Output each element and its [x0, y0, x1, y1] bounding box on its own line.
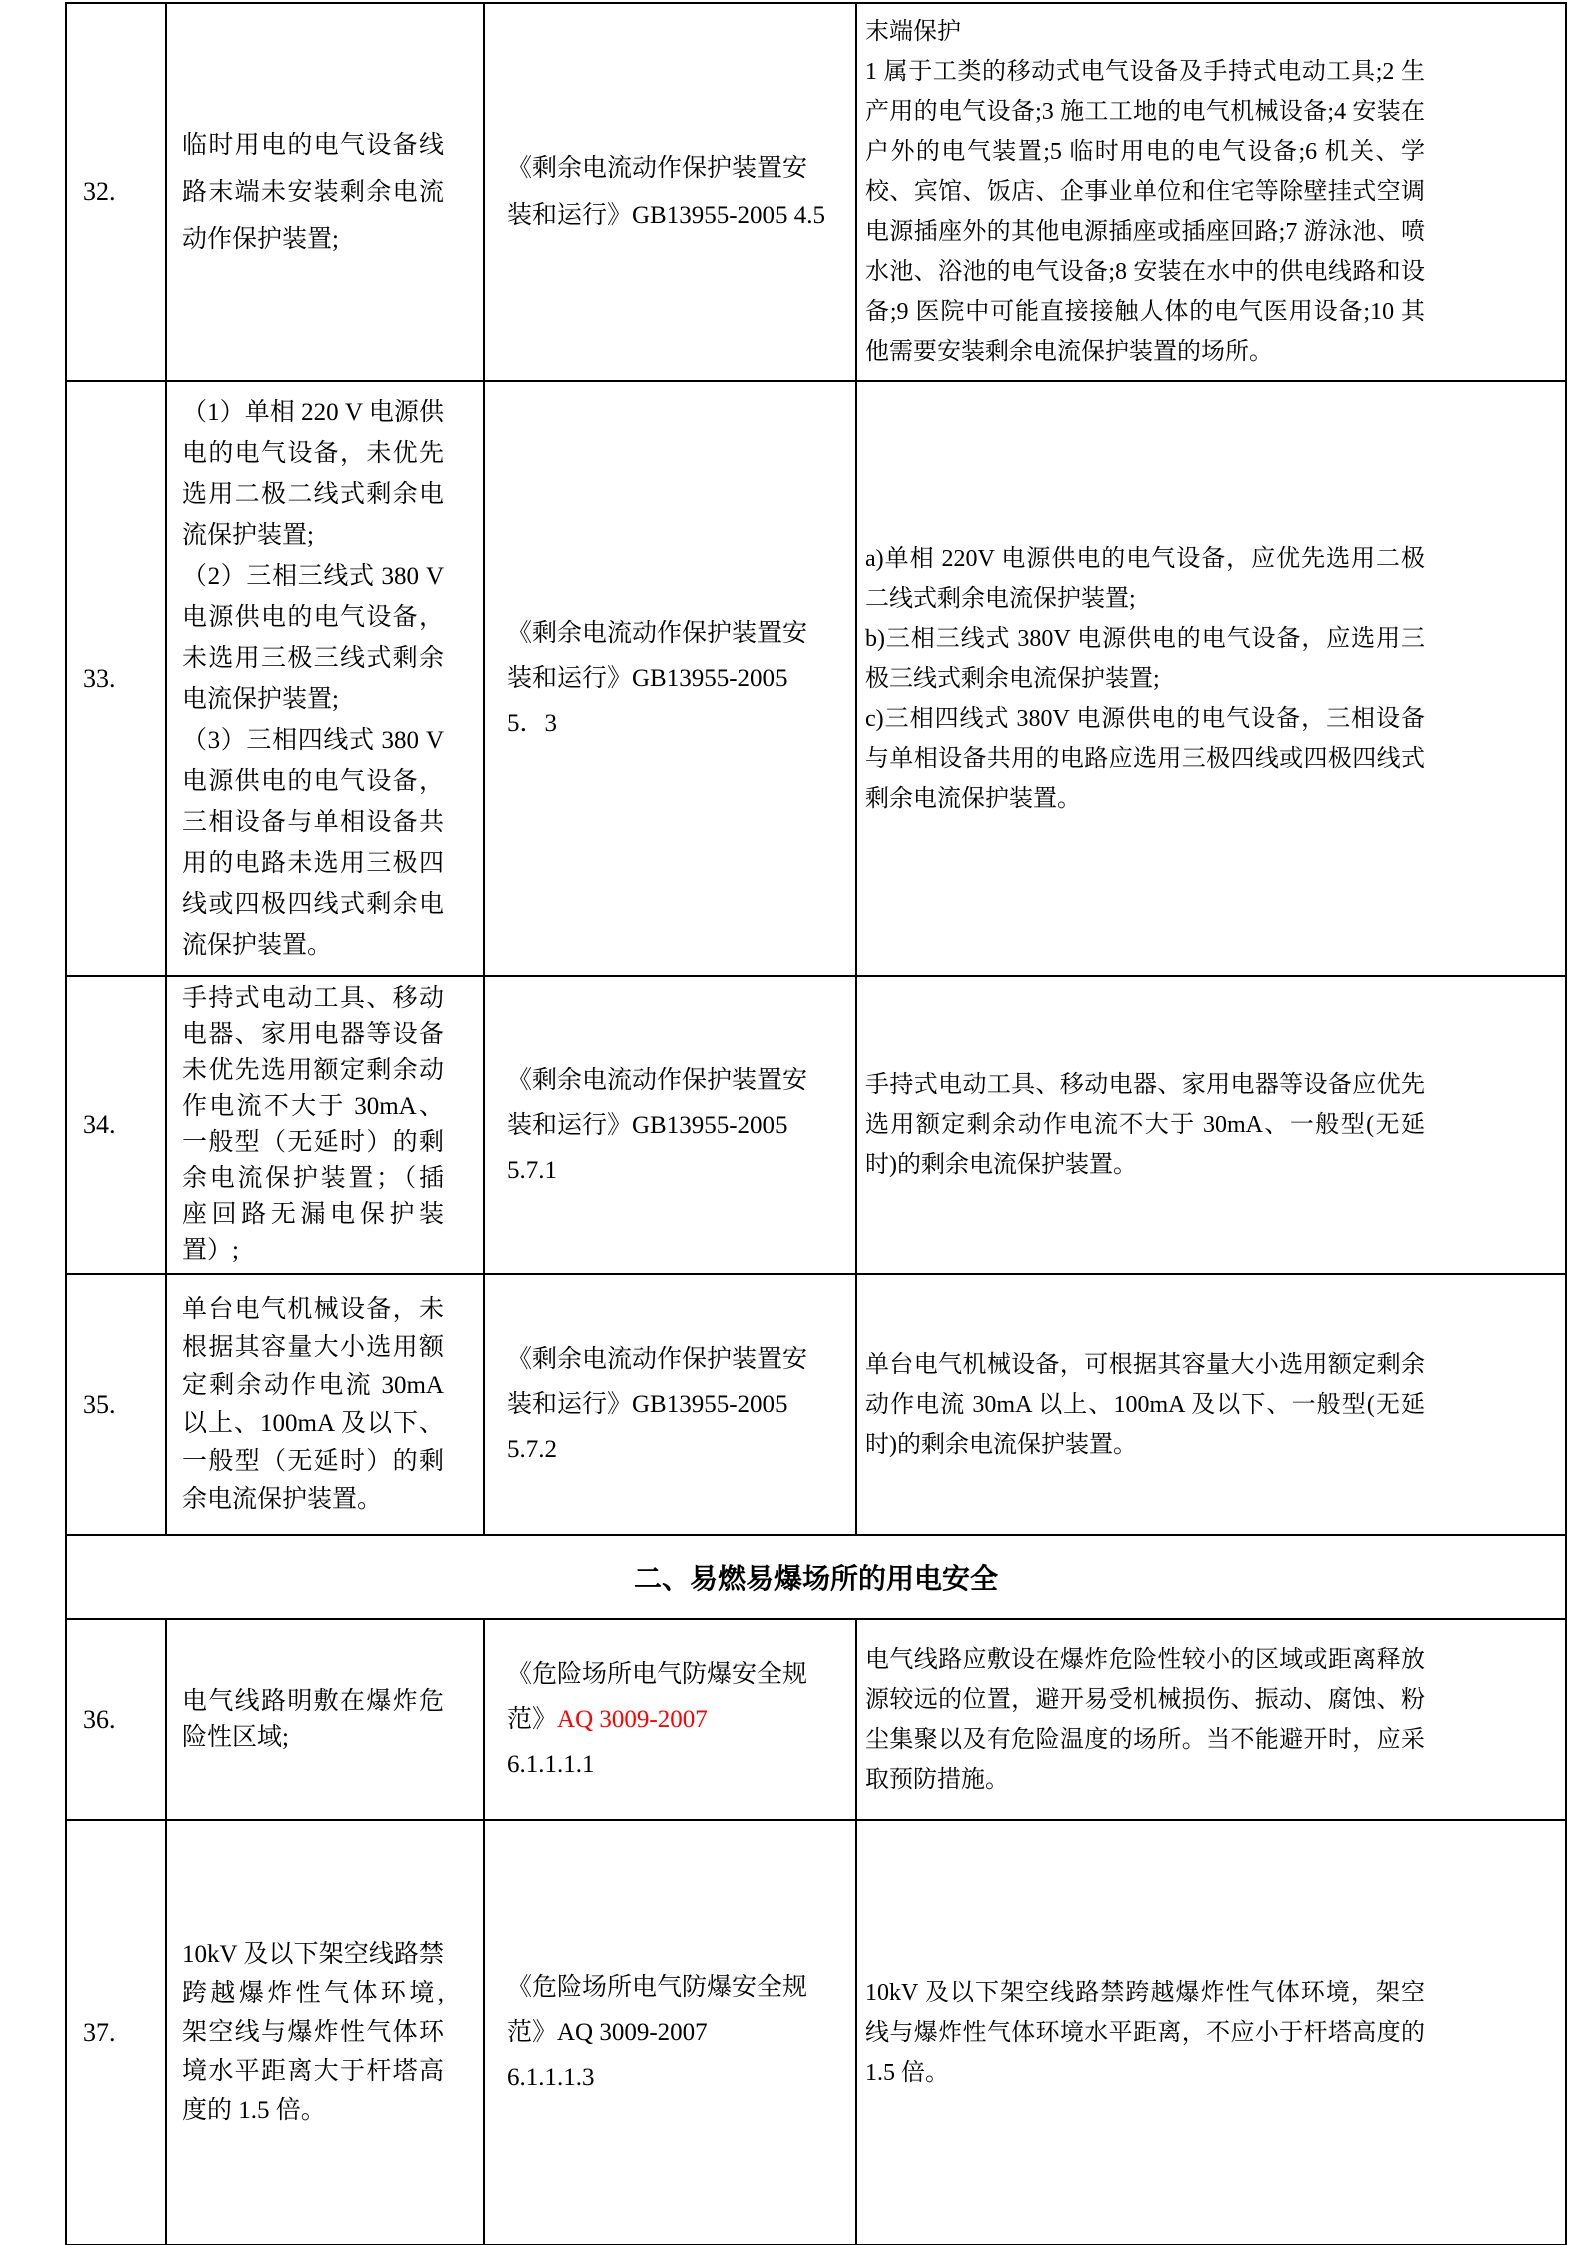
- row-number: 34.: [83, 1110, 116, 1139]
- section-header-row: [66, 1535, 1566, 1619]
- violation-text: [182, 122, 444, 263]
- row-number-cell: [66, 1274, 166, 1535]
- table-row-35: [66, 1274, 1566, 1535]
- requirement-text: [865, 1973, 1425, 2093]
- standard-reference: 《剩余电流动作保护装置安装和运行》GB13955-2005 4.5: [507, 155, 826, 229]
- requirement-text: [865, 1345, 1425, 1465]
- table-row-37: [66, 1820, 1566, 2245]
- paragraph: 单台电气机械设备，未根据其容量大小选用额定剩余动作电流 30mA 以上、100mA 及以下、一般型（无延时）的剩余电流保护装置。: [182, 1295, 444, 1513]
- standard-cell: [484, 1820, 856, 2245]
- standard-code-highlighted: AQ 3009-2007: [557, 1706, 708, 1733]
- standard-reference: 《剩余电流动作保护装置安装和运行》GB13955-2005: [507, 620, 808, 692]
- paragraph: 单台电气机械设备，可根据其容量大小选用额定剩余动作电流 30mA 以上、100mA 及以下、一般型(无延时)的剩余电流保护装置。: [865, 1351, 1425, 1458]
- paragraph: b)三相三线式 380V 电源供电的电气设备，应选用三极三线式剩余电流保护装置;: [865, 625, 1425, 692]
- requirement-cell: [856, 1619, 1566, 1820]
- violation-cell: [166, 3, 484, 381]
- paragraph: 1 属于工类的移动式电气设备及手持式电动工具;2 生产用的电气设备;3 施工工地的电气机械设备;4 安装在户外的电气装置;5 临时用电的电气设备;6 机关、学校、宾馆、饭店、企事业单位和住宅等除壁挂式空调电源插座外的其他电源插座或插座回路;7 游泳池、喷水池、浴池的电气设备;8 安装在水中的供电线路和设备;9 医院中可能直接接触人体的电气医用设备;10 其他需要安装剩余电流保护装置的场所。: [865, 59, 1425, 365]
- violation-text: [182, 1291, 444, 1519]
- paragraph: 临时用电的电气设备线路末端未安装剩余电流动作保护装置;: [182, 131, 444, 253]
- standard-cell: [484, 381, 856, 976]
- violation-text: [182, 1684, 444, 1756]
- requirement-cell: [856, 1820, 1566, 2245]
- violation-cell: [166, 381, 484, 976]
- standard-reference: 《危险场所电气防爆安全规范》AQ 3009-2007: [507, 1974, 808, 2046]
- violation-text: [182, 392, 444, 966]
- table-row-36: [66, 1619, 1566, 1820]
- standard-reference: [507, 1652, 827, 1742]
- paragraph: （3）三相四线式 380 V 电源供电的电气设备，三相设备与单相设备共用的电路未选用三极四线或四极四线式剩余电流保护装置。: [182, 726, 444, 959]
- standard-clause: 6.1.1.1.1: [507, 1751, 595, 1778]
- row-number-cell: [66, 1619, 166, 1820]
- violation-cell: [166, 976, 484, 1274]
- requirement-text: [865, 1640, 1425, 1800]
- standard-clause: 5.7.1: [507, 1156, 557, 1184]
- paragraph: （2）三相三线式 380 V 电源供电的电气设备，未选用三极三线式剩余电流保护装置;: [182, 562, 444, 713]
- paragraph: 手持式电动工具、移动电器、家用电器等设备未优先选用额定剩余动作电流不大于 30mA、一般型（无延时）的剩余电流保护装置；（插座回路无漏电保护装置）;: [182, 985, 444, 1264]
- paragraph: （1）单相 220 V 电源供电的电气设备，未优先选用二极二线式剩余电流保护装置;: [182, 398, 444, 549]
- standard-cell: [484, 976, 856, 1274]
- standard-cell: [484, 3, 856, 381]
- standard-reference: 《剩余电流动作保护装置安装和运行》GB13955-2005: [507, 1346, 808, 1418]
- row-number-cell: [66, 381, 166, 976]
- paragraph: 10kV 及以下架空线路禁跨越爆炸性气体环境，架空线与爆炸性气体环境水平距离，不应小于杆塔高度的 1.5 倍。: [865, 1979, 1425, 2086]
- row-number: 32.: [83, 177, 116, 206]
- requirement-cell: [856, 381, 1566, 976]
- violation-cell: [166, 1820, 484, 2245]
- requirement-text: [865, 12, 1425, 372]
- section-header-label: 二、易燃易爆场所的用电安全: [633, 1564, 998, 1595]
- standard-title: 《危险场所电气防爆安全规范》: [507, 1661, 808, 1733]
- safety-regulation-table: [65, 2, 1567, 2245]
- violation-text: [182, 1935, 444, 2130]
- violation-cell: [166, 1619, 484, 1820]
- table-row-34: [66, 976, 1566, 1274]
- paragraph: 电气线路明敷在爆炸危险性区域;: [182, 1687, 444, 1751]
- paragraph: 手持式电动工具、移动电器、家用电器等设备应优先选用额定剩余动作电流不大于 30mA、一般型(无延时)的剩余电流保护装置。: [865, 1072, 1425, 1178]
- paragraph: c)三相四线式 380V 电源供电的电气设备，三相设备与单相设备共用的电路应选用三极四线或四极四线式剩余电流保护装置。: [865, 705, 1425, 812]
- table-row-33: [66, 381, 1566, 976]
- row-number: 33.: [83, 663, 116, 693]
- paragraph: 电气线路应敷设在爆炸危险性较小的区域或距离释放源较远的位置，避开易受机械损伤、振动、腐蚀、粉尘集聚以及有危险温度的场所。当不能避开时，应采取预防措施。: [865, 1646, 1425, 1793]
- violation-cell: [166, 1274, 484, 1535]
- paragraph: a)单相 220V 电源供电的电气设备，应优先选用二极二线式剩余电流保护装置;: [865, 545, 1425, 612]
- section-header: [66, 1535, 1566, 1619]
- standard-cell: [484, 1619, 856, 1820]
- requirement-text: [865, 539, 1425, 819]
- standard-reference: 《剩余电流动作保护装置安装和运行》GB13955-2005: [507, 1066, 808, 1139]
- paragraph: 10kV 及以下架空线路禁跨越爆炸性气体环境, 架空线与爆炸性气体环境水平距离大于杆塔高度的 1.5 倍。: [182, 1941, 444, 2124]
- row-number-cell: [66, 976, 166, 1274]
- row-number: 37.: [83, 2017, 116, 2047]
- violation-text: [182, 981, 444, 1269]
- requirement-text: [865, 1065, 1425, 1185]
- requirement-cell: [856, 1274, 1566, 1535]
- table-row-32: [66, 3, 1566, 381]
- standard-clause: 5.7.2: [507, 1436, 557, 1463]
- standard-clause: 6.1.1.1.3: [507, 2064, 595, 2091]
- requirement-cell: [856, 976, 1566, 1274]
- row-number-cell: [66, 1820, 166, 2245]
- row-number: 36.: [83, 1704, 116, 1734]
- standard-clause: 5．3: [507, 710, 558, 737]
- row-number-cell: [66, 3, 166, 381]
- requirement-cell: [856, 3, 1566, 381]
- standard-cell: [484, 1274, 856, 1535]
- row-number: 35.: [83, 1389, 116, 1419]
- paragraph: 末端保护: [865, 19, 961, 45]
